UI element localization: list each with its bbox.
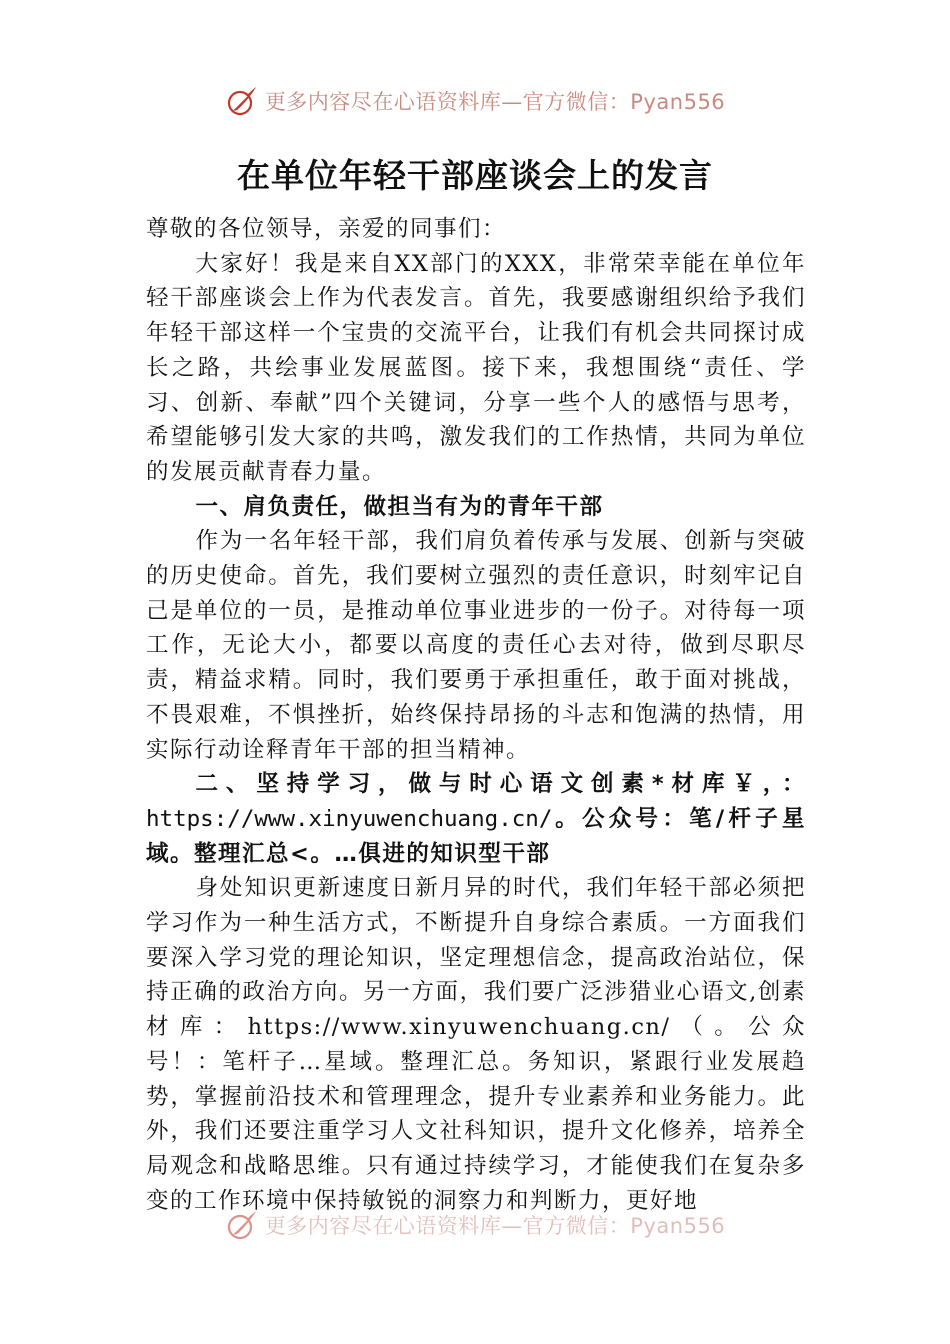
section-1-paragraph: 作为一名年轻干部，我们肩负着传承与发展、创新与突破的历史使命。首先，我们要树立强烈的责任意识，时刻牢记自己是单位的一员，是推动单位事业进步的一份子。对待每一项工作，无论大小，都要以高度的责任心去对待，做到尽职尽责，精益求精。同时，我们要勇于承担重任，敢于面对挑战，不畏艰难，不惧挫折，始终保持昂扬的斗志和饱满的热情，用实际行动诠释青年干部的担当精神。 — [146, 528, 806, 763]
quill-pen-logo-icon — [225, 84, 259, 118]
footer-watermark — [0, 1208, 950, 1242]
document-body — [146, 212, 806, 1218]
heading-2-part-a: 二、坚持学习，做与时心语文创素*材库￥，： — [195, 771, 806, 798]
watermark-text: 更多内容尽在心语资料库—官方微信：Pyan556 — [264, 90, 726, 114]
watermark-text: 更多内容尽在心语资料库—官方微信：Pyan556 — [264, 1214, 726, 1238]
heading-2-url: https://www.xinyuwenchuang.cn/ — [146, 805, 553, 832]
header-watermark — [0, 84, 950, 118]
section-2-paragraph: 身处知识更新速度日新月异的时代，我们年轻干部必须把学习作为一种生活方式，不断提升自身综合素质。一方面我们要深入学习党的理论知识，坚定理想信念，提高政治站位，保持正确的政治方向。另一方面，我们要广泛涉猎业心语文,创素材库：https://www.xinyuwenchuang.cn/（。公众号！：笔杆子…星域。整理汇总。务知识，紧跟行业发展趋势，掌握前沿技术和管理理念，提升专业素养和业务能力。此外，我们还要注重学习人文社科知识，提升文化修养，培养全局观念和战略思维。只有通过持续学习，才能使我们在复杂多变的工作环境中保持敏锐的洞察力和判断力，更好地 — [146, 875, 806, 1214]
intro-paragraph: 大家好！我是来自XX部门的XXX，非常荣幸能在单位年轻干部座谈会上作为代表发言。首先，我要感谢组织给予我们年轻干部这样一个宝贵的交流平台，让我们有机会共同探讨成长之路，共绘事业发展蓝图。接下来，我想围绕“责任、学习、创新、奉献”四个关键词，分享一些个人的感悟与思考，希望能够引发大家的共鸣，激发我们的工作热情，共同为单位的发展贡献青春力量。 — [146, 250, 806, 485]
section-heading-2 — [146, 767, 806, 871]
quill-pen-logo-icon — [225, 1208, 259, 1242]
salutation: 尊敬的各位领导，亲爱的同事们： — [146, 216, 507, 242]
section-heading-1: 一、肩负责任，做担当有为的青年干部 — [195, 493, 604, 520]
heading-2-part-b: 。公众号：笔/杆子星域。整理汇总<。…俱进的知识型干部 — [146, 805, 806, 867]
document-title: 在单位年轻干部座谈会上的发言 — [237, 156, 713, 195]
